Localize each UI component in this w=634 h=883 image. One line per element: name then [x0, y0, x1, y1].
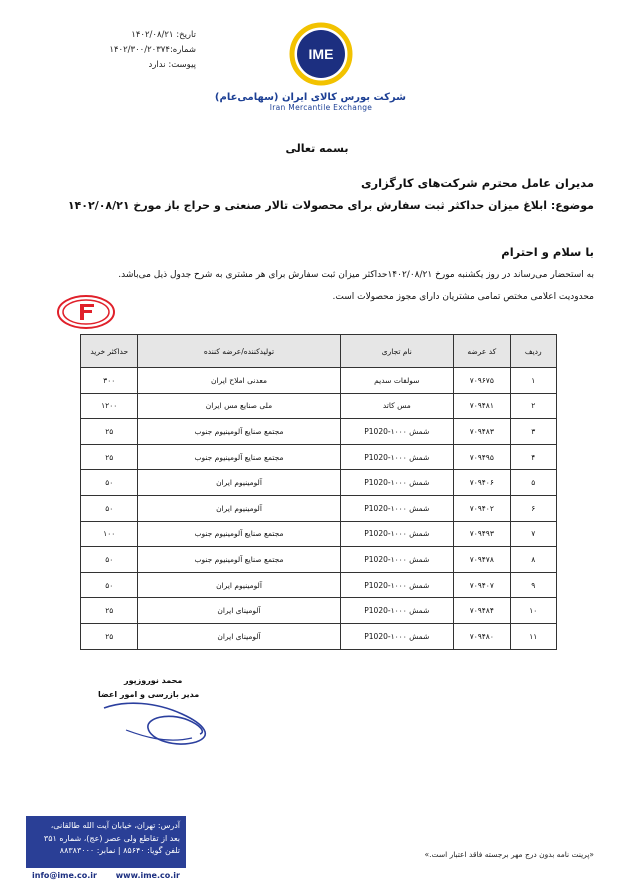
- table-row: ۶ ۷۰۹۴۰۲ شمش ۱۰۰۰-P1020 آلومینیوم ایران ۵۰: [81, 495, 557, 521]
- address-line-1: آدرس: تهران، خیابان آیت الله طالقانی،: [50, 821, 180, 830]
- table-row: ۲ ۷۰۹۴۸۱ مس کاتد ملی صنایع مس ایران ۱۲۰۰: [81, 393, 557, 419]
- table-row: ۹ ۷۰۹۴۰۷ شمش ۱۰۰۰-P1020 آلومینیوم ایران ۵۰: [81, 572, 557, 598]
- header-offer-code: کد عرضه: [454, 335, 510, 368]
- body-line-1: به استحضار می‌رساند در روز یکشنبه مورخ ۱۴۰۲/۰۸/۲۱حداکثر میزان ثبت سفارش برای هر مشتری به شرح جدول ذیل می‌باشد.: [118, 270, 594, 280]
- attachment-line: پیوست: ندارد: [148, 60, 196, 70]
- body-line-2: محدودیت اعلامی مختص تمامی مشتریان دارای مجوز محصولات است.: [332, 292, 594, 302]
- attachment-value: ندارد: [148, 60, 166, 70]
- letter-meta: [56, 28, 196, 73]
- email-link[interactable]: info@ime.co.ir: [32, 871, 97, 880]
- phone-fax-line: تلفن گویا: ۸۵۶۴۰ | نمابر: ۸۸۳۸۳۰۰۰: [59, 846, 180, 855]
- company-name-fa: شرکت بورس کالای ایران (سهامی‌عام): [214, 92, 406, 103]
- header-producer: تولیدکننده/عرضه کننده: [138, 335, 340, 368]
- date-value: ۱۴۰۲/۰۸/۲۱: [131, 30, 174, 40]
- validity-footnote: «پرینت نامه بدون درج مهر برجسته فاقد اعتبار است.»: [424, 850, 594, 859]
- header-row-number: ردیف: [510, 335, 557, 368]
- subject: موضوع: ابلاغ میزان حداکثر ثبت سفارش برای محصولات تالار صنعتی و حراج باز مورخ ۱۴۰۲/۰۸/۲۱: [67, 199, 594, 212]
- footer-links: [26, 868, 186, 883]
- table-row: ۴ ۷۰۹۴۹۵ شمش ۱۰۰۰-P1020 مجتمع صنایع آلومینیوم جنوب ۲۵: [81, 444, 557, 470]
- ime-logo-icon: [289, 22, 353, 86]
- signatory-name: محمد نوروزپور: [124, 676, 183, 685]
- website-link[interactable]: www.ime.co.ir: [115, 871, 180, 880]
- table-row: ۵ ۷۰۹۴۰۶ شمش ۱۰۰۰-P1020 آلومینیوم ایران ۵۰: [81, 470, 557, 496]
- number-value: ۱۴۰۲/۳۰۰/۲۰۳۷۴: [109, 45, 170, 55]
- table-row: ۱۱ ۷۰۹۴۸۰ شمش ۱۰۰۰-P1020 آلومینای ایران ۲۵: [81, 623, 557, 649]
- table-row: ۳ ۷۰۹۴۸۳ شمش ۱۰۰۰-P1020 مجتمع صنایع آلومینیوم جنوب ۲۵: [81, 419, 557, 445]
- basmala: بسمه تعالی: [285, 142, 349, 155]
- header-trade-name: نام تجاری: [340, 335, 454, 368]
- table-header-row: [81, 335, 557, 368]
- table-row: ۱ ۷۰۹۶۷۵ سولفات سدیم معدنی املاح ایران ۳۰۰: [81, 368, 557, 394]
- ime-logo: [214, 22, 406, 112]
- company-name-en: Iran Mercantile Exchange: [269, 103, 373, 112]
- order-limit-table: [80, 334, 557, 650]
- greeting: با سلام و احترام: [501, 245, 594, 259]
- header-max-purchase: حداکثر خرید: [81, 335, 138, 368]
- svg-text:IME: IME: [308, 46, 334, 62]
- red-emblem-icon: [56, 294, 116, 330]
- number-line: شماره:۱۴۰۲/۳۰۰/۲۰۳۷۴: [109, 45, 196, 55]
- date-line: تاریخ: ۱۴۰۲/۰۸/۲۱: [131, 30, 196, 40]
- table-row: ۸ ۷۰۹۴۷۸ شمش ۱۰۰۰-P1020 مجتمع صنایع آلومینیوم جنوب ۵۰: [81, 547, 557, 573]
- table-row: ۷ ۷۰۹۴۹۳ شمش ۱۰۰۰-P1020 مجتمع صنایع آلومینیوم جنوب ۱۰۰: [81, 521, 557, 547]
- handwritten-signature-icon: [96, 684, 226, 754]
- addressee: مدیران عامل محترم شرکت‌های کارگزاری: [361, 176, 594, 190]
- signatory-title: مدیر بازرسی و امور اعضا: [98, 690, 200, 699]
- table-row: ۱۰ ۷۰۹۴۸۴ شمش ۱۰۰۰-P1020 آلومینای ایران ۲۵: [81, 598, 557, 624]
- footer-address-box: [26, 816, 186, 868]
- address-line-2: بعد از تقاطع ولی عصر (عج)، شماره ۳۵۱: [43, 833, 180, 843]
